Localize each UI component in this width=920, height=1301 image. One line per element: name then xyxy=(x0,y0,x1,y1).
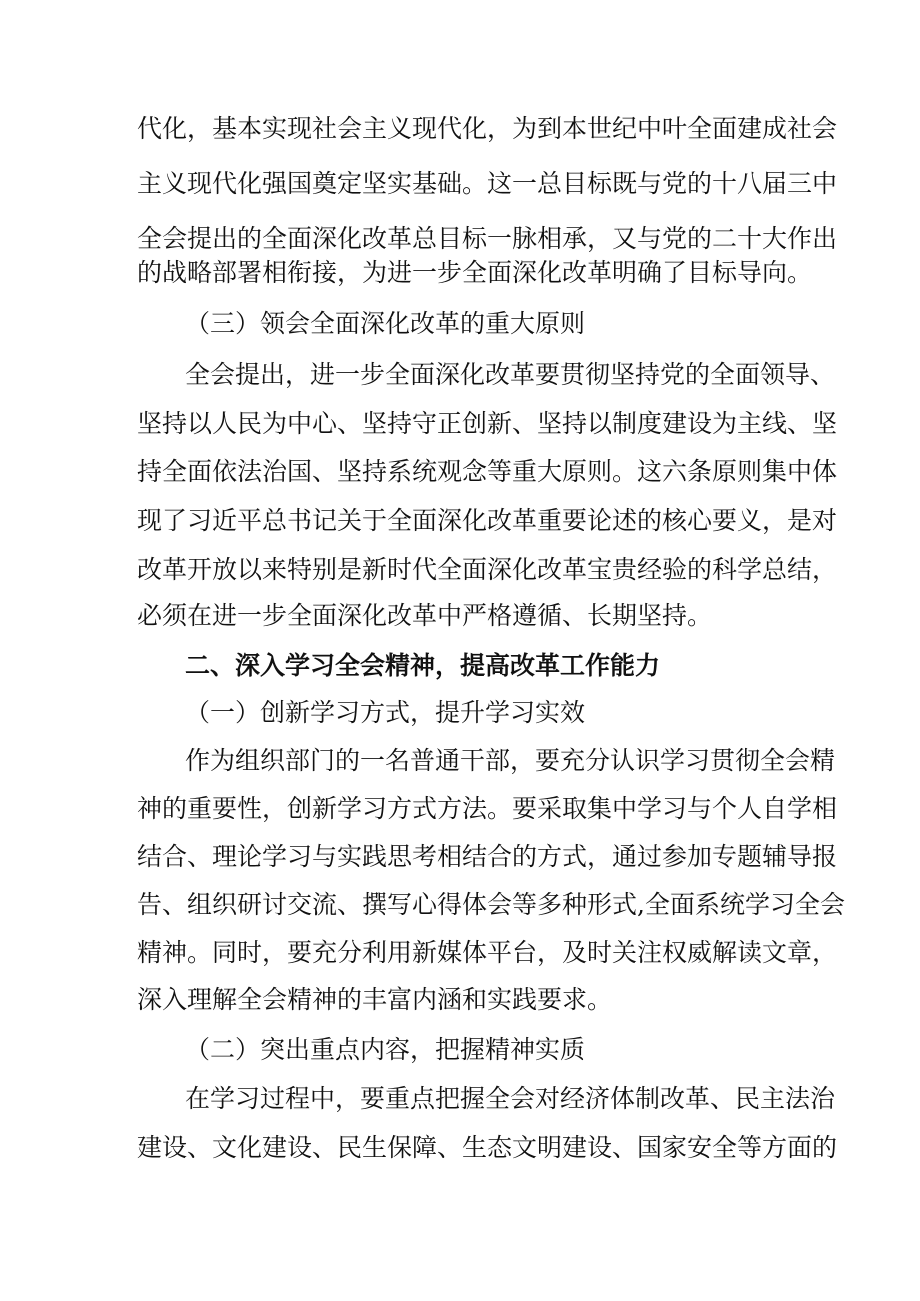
paragraph-line: 作为组织部门的一名普通干部，要充分认识学习贯彻全会精 xyxy=(185,746,836,775)
paragraph-line: 在学习过程中，要重点把握全会对经济体制改革、民主法治 xyxy=(185,1084,836,1113)
paragraph-line: 结合、理论学习与实践思考相结合的方式，通过参加专题辅导报 xyxy=(137,842,838,871)
paragraph-line: 改革开放以来特别是新时代全面深化改革宝贵经验的科学总结， xyxy=(137,555,838,584)
paragraph-line: 告、组织研讨交流、撰写心得体会等多种形式,全面系统学习全会 xyxy=(137,890,845,919)
section-subheading: （三）领会全面深化改革的重大原则 xyxy=(185,309,586,338)
paragraph-line: 神的重要性，创新学习方式方法。要采取集中学习与个人自学相 xyxy=(137,794,838,823)
paragraph-line: 必须在进一步全面深化改革中严格遵循、长期坚持。 xyxy=(137,601,713,630)
paragraph-line: 精神。同时，要充分利用新媒体平台，及时关注权威解读文章， xyxy=(137,938,838,967)
paragraph-line: 持全面依法治国、坚持系统观念等重大原则。这六条原则集中体 xyxy=(137,457,838,486)
paragraph-line: 现了习近平总书记关于全面深化改革重要论述的核心要义，是对 xyxy=(137,506,838,535)
paragraph-line: 建设、文化建设、民生保障、生态文明建设、国家安全等方面的 xyxy=(137,1133,838,1162)
paragraph-line: 代化，基本实现社会主义现代化，为到本世纪中叶全面建成社会 xyxy=(137,114,838,143)
section-subheading: （二）突出重点内容，把握精神实质 xyxy=(185,1035,586,1064)
paragraph-line: 主义现代化强国奠定坚实基础。这一总目标既与党的十八届三中 xyxy=(137,169,838,198)
paragraph-line: 深入理解全会精神的丰富内涵和实践要求。 xyxy=(137,985,613,1014)
section-subheading: （一）创新学习方式，提升学习实效 xyxy=(185,698,586,727)
section-heading: 二、深入学习全会精神，提高改革工作能力 xyxy=(185,651,661,680)
paragraph-line: 坚持以人民为中心、坚持守正创新、坚持以制度建设为主线、坚 xyxy=(137,409,838,438)
paragraph-line: 全会提出，进一步全面深化改革要贯彻坚持党的全面领导、 xyxy=(185,360,836,389)
paragraph-line: 全会提出的全面深化改革总目标一脉相承，又与党的二十大作出 xyxy=(137,224,838,253)
paragraph-line: 的战略部署相衔接，为进一步全面深化改革明确了目标导向。 xyxy=(137,258,813,287)
